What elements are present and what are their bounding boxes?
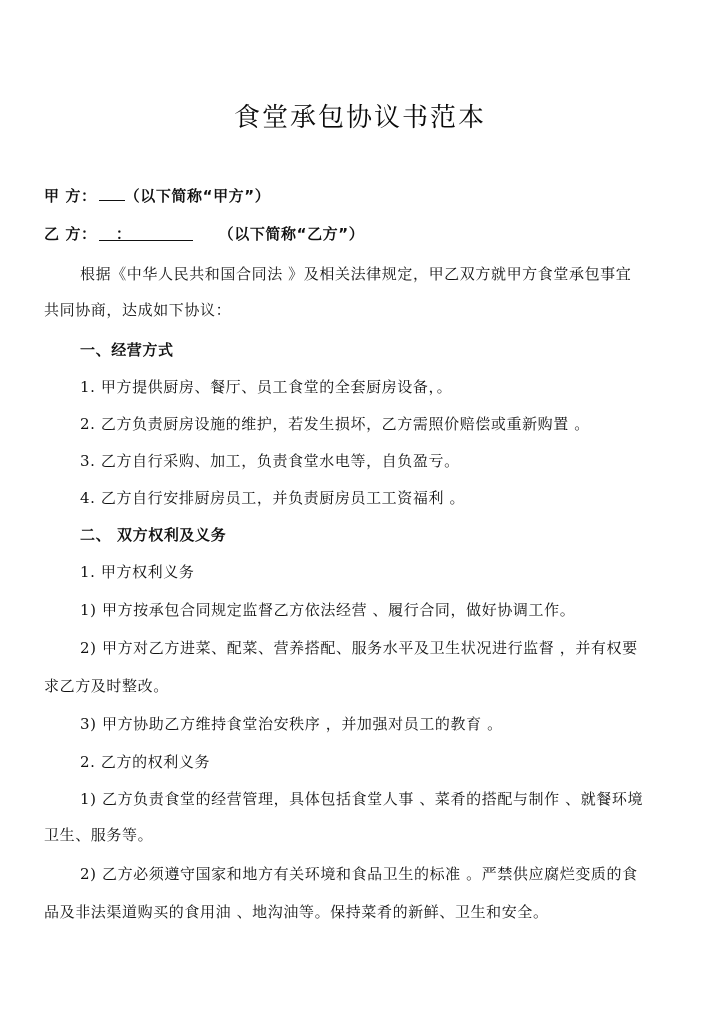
preamble-line-2: 共同协商，达成如下协议： [44, 301, 232, 319]
party-b-line [44, 224, 364, 244]
party-a-line [44, 184, 270, 206]
subsection-2-2-item-1-line-2: 卫生、服务等。 [44, 826, 154, 844]
section-1-item-3: 3. 乙方自行采购、加工，负责食堂水电等，自负盈亏。 [80, 452, 460, 470]
subsection-2-1-item-1: 1) 甲方按承包合同规定监督乙方依法经营 、履行合同，做好协调工作。 [80, 601, 576, 619]
party-b-label: 乙 方： [44, 225, 97, 243]
subsection-2-2-item-1-line-1: 1) 乙方负责食堂的经营管理，具体包括食堂人事 、菜肴的搭配与制作 、就餐环境 [80, 790, 644, 808]
subsection-2-1-item-3: 3) 甲方协助乙方维持食堂治安秩序 ，并加强对员工的教育 。 [80, 715, 503, 733]
party-b-blank-field[interactable] [99, 224, 193, 241]
section-1-item-2: 2. 乙方负责厨房设施的维护，若发生损坏，乙方需照价赔偿或重新购置 。 [80, 415, 590, 433]
party-a-blank-field[interactable] [99, 184, 125, 201]
party-a-label: 甲 方： [44, 187, 97, 205]
section-1-heading: 一、经营方式 [80, 341, 174, 359]
preamble-line-1: 根据《中华人民共和国合同法 》及相关法律规定，甲乙双方就甲方食堂承包事宜 [80, 265, 632, 283]
party-a-note: （以下简称“甲方”） [124, 187, 271, 205]
section-1-item-4: 4. 乙方自行安排厨房员工，并负责厨房员工工资福利 。 [80, 489, 466, 507]
subsection-2-2-item-2-line-2: 品及非法渠道购买的食用油 、地沟油等。保持菜肴的新鲜、卫生和安全。 [44, 903, 549, 921]
section-1-item-1: 1. 甲方提供厨房、餐厅、员工食堂的全套厨房设备，。 [80, 378, 453, 396]
party-b-blank-value: ： [115, 225, 132, 243]
subsection-2-1-item-2-line-1: 2) 甲方对乙方进菜、配菜、营养搭配、服务水平及卫生状况进行监督 ，并有权要 [80, 639, 638, 657]
document-title: 食堂承包协议书范本 [233, 103, 486, 133]
subsection-2-1-item-2-line-2: 求乙方及时整改。 [44, 677, 169, 695]
subsection-2-1-heading: 1. 甲方权利义务 [80, 563, 195, 581]
party-b-note: （以下简称“乙方”） [218, 225, 365, 243]
subsection-2-2-heading: 2. 乙方的权利义务 [80, 753, 211, 771]
section-2-heading: 二、 双方权利及义务 [80, 526, 227, 544]
subsection-2-2-item-2-line-1: 2) 乙方必须遵守国家和地方有关环境和食品卫生的标准 。严禁供应腐烂变质的食 [80, 865, 638, 883]
